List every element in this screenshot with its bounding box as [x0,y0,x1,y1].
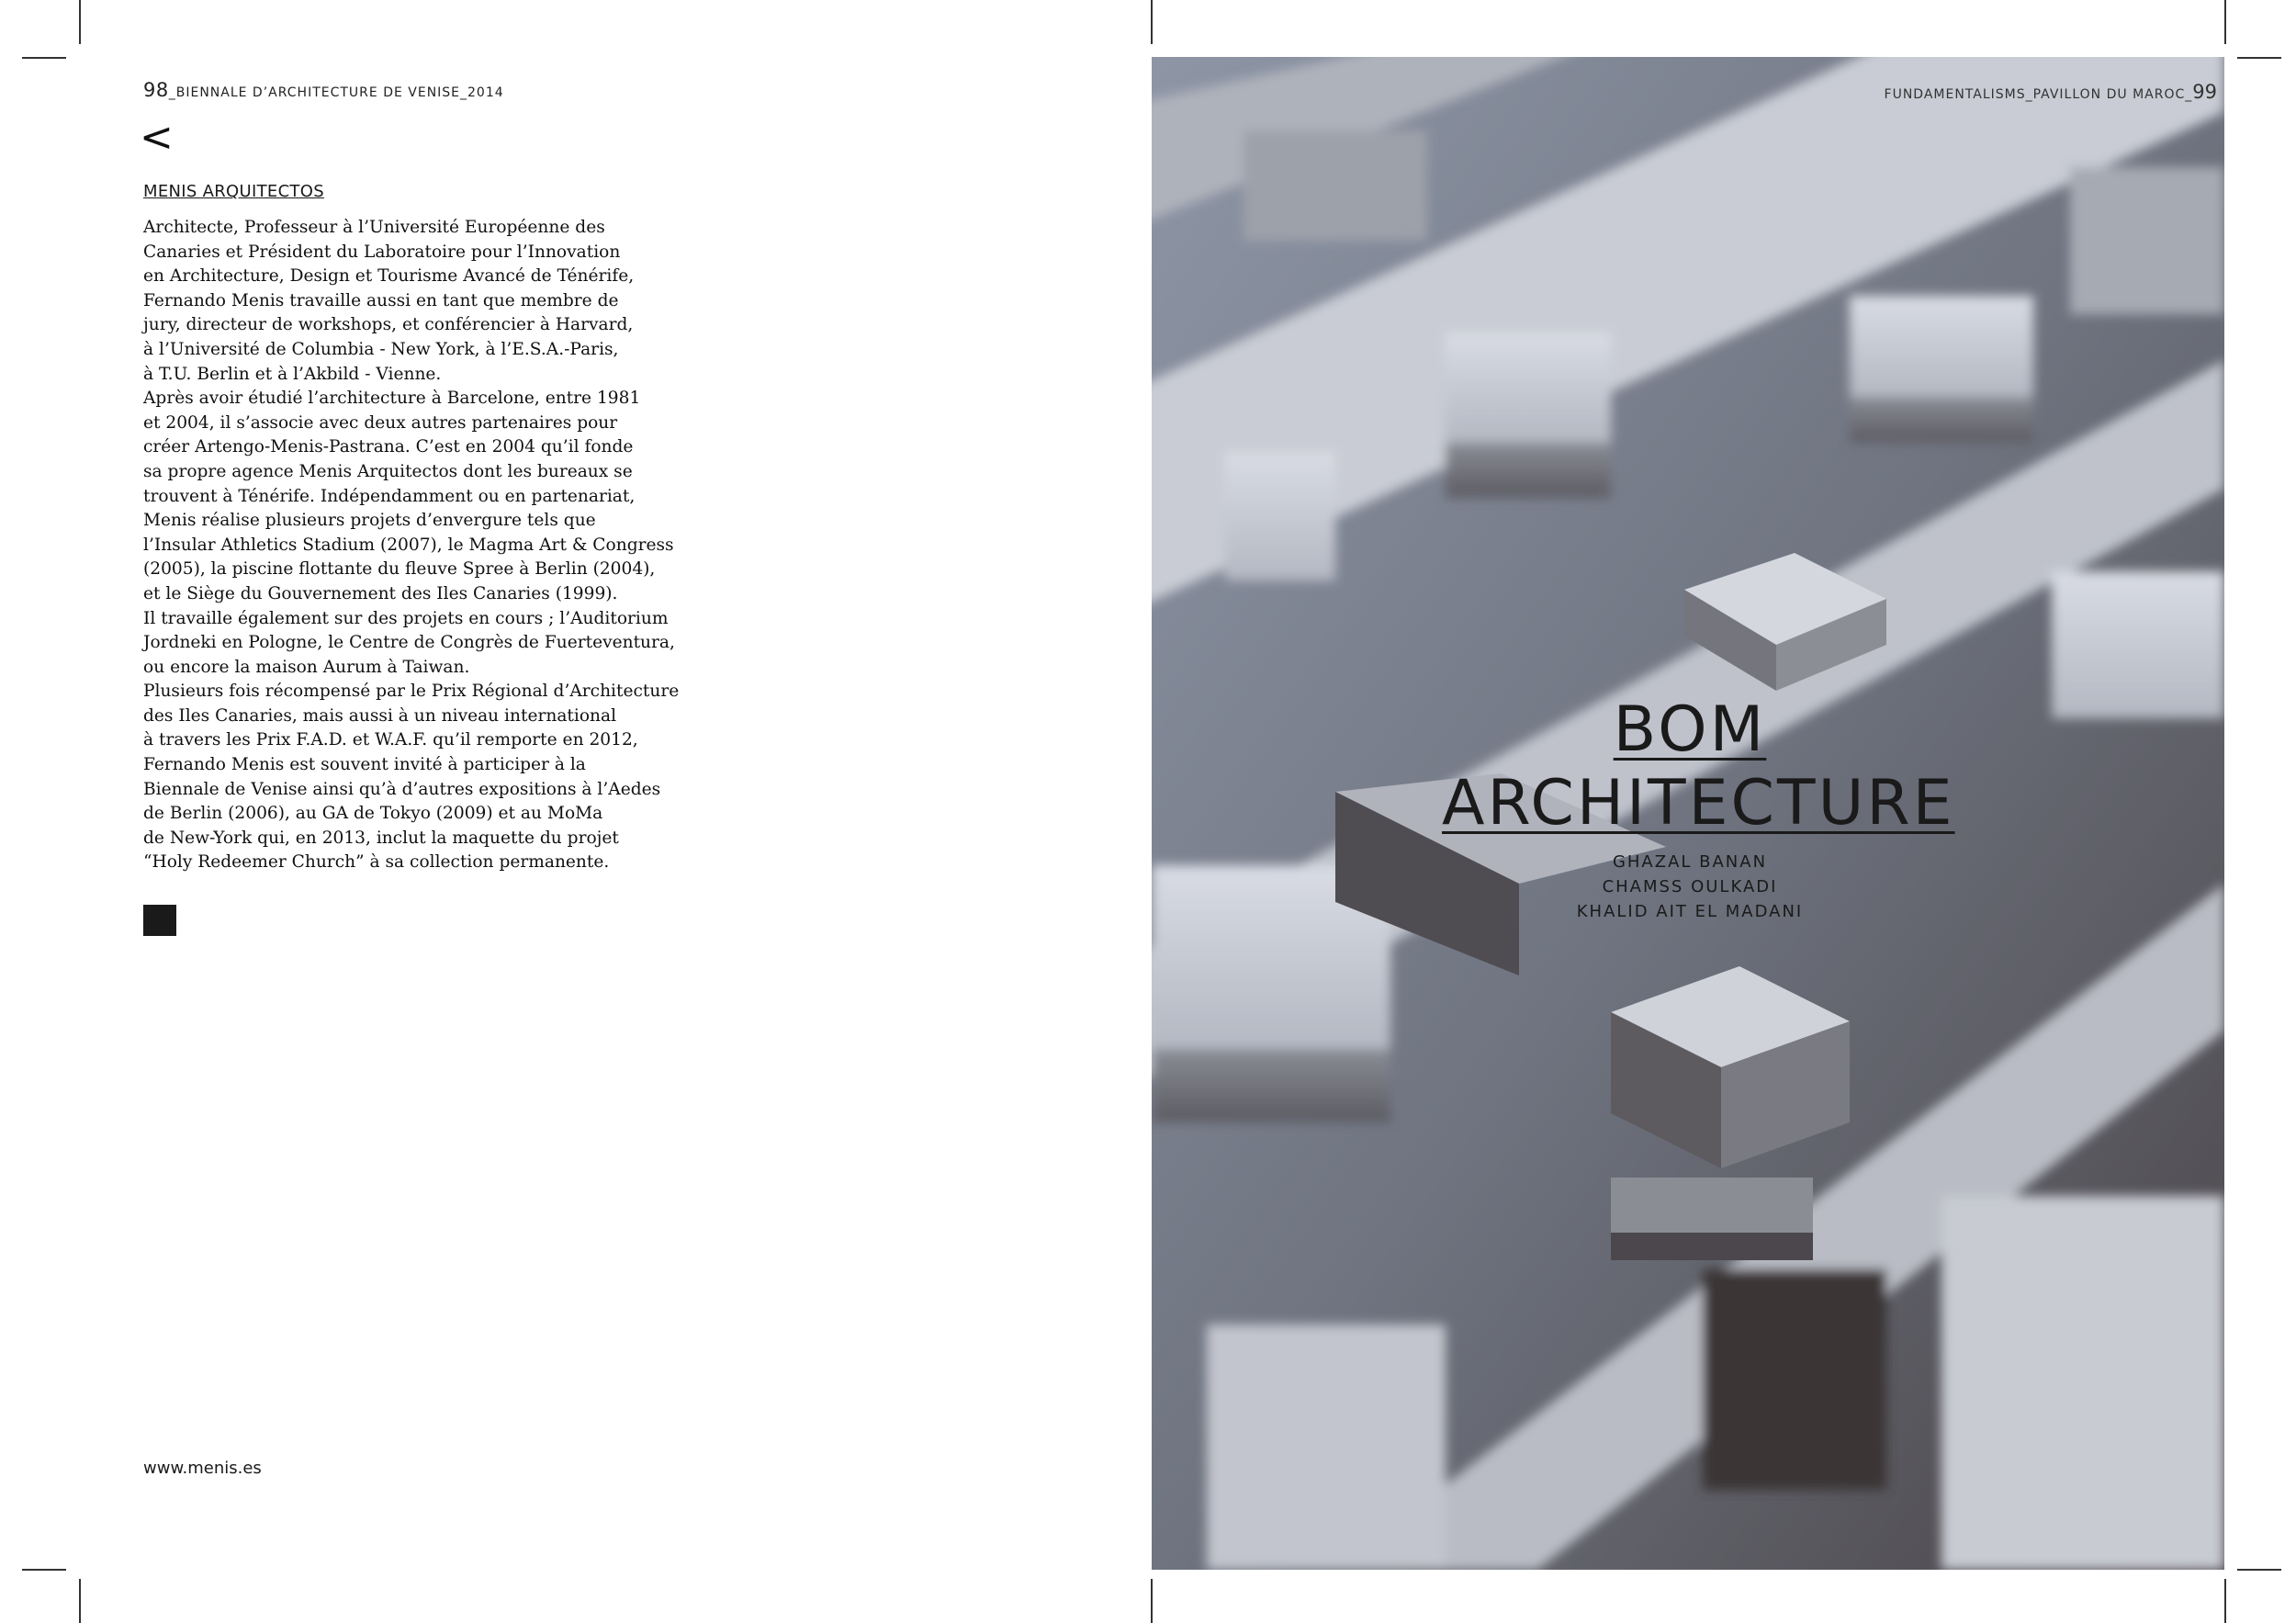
crop-mark [22,57,66,59]
project-title-line-1: BOM [1613,693,1767,766]
bio-line: jury, directeur de workshops, et conférencier à Harvard, [143,315,634,335]
bio-line: à T.U. Berlin et à l’Akbild - Vienne. [143,364,442,384]
crop-mark [79,1579,81,1623]
bio-line: l’Insular Athletics Stadium (2007), le Magma Art & Congress [143,535,674,555]
project-title-line-2: ARCHITECTURE [1442,767,1955,840]
running-header: FUNDAMENTALISMS_PAVILLON DU MAROC_ [1884,87,2193,102]
author-name: GHAZAL BANAN [1612,852,1768,872]
crop-mark [1151,1579,1153,1623]
bio-line: créer Artengo-Menis-Pastrana. C’est en 2004 qu’il fonde [143,437,634,457]
bio-line: Il travaille également sur des projets en cours ; l’Auditorium [143,608,669,628]
bio-line: Plusieurs fois récompensé par le Prix Régional d’Architecture [143,682,680,702]
bio-line: sa propre agence Menis Arquitectos dont les bureaux se [143,461,633,481]
bio-line: à travers les Prix F.A.D. et W.A.F. qu’il remporte en 2012, [143,730,638,750]
bio-line: de Berlin (2006), au GA de Tokyo (2009) et au MoMa [143,804,603,824]
bio-line: Fernando Menis est souvent invité à participer à la [143,755,586,775]
bio-line: Fernando Menis travaille aussi en tant que membre de [143,290,619,310]
bio-line: Menis réalise plusieurs projets d’envergure tels que [143,511,596,531]
bio-line: des Iles Canaries, mais aussi à un niveau international [143,705,617,726]
left-page-header [143,79,504,101]
bio-line: à l’Université de Columbia - New York, à l’E.S.A.-Paris, [143,339,619,359]
project-authors [1442,850,1938,924]
crop-mark [79,0,81,44]
running-header: _BIENNALE D’ARCHITECTURE DE VENISE_2014 [168,85,504,100]
website-link[interactable]: www.menis.es [143,1459,262,1478]
bio-line: (2005), la piscine flottante du fleuve Spree à Berlin (2004), [143,559,656,580]
author-heading: MENIS ARQUITECTOS [143,182,324,201]
bio-line: Après avoir étudié l’architecture à Barcelone, entre 1981 [143,389,641,409]
bio-line: trouvent à Ténérife. Indépendamment ou en partenariat, [143,486,636,506]
back-arrow-icon: < [140,114,174,161]
bio-line: Biennale de Venise ainsi qu’à d’autres expositions à l’Aedes [143,779,661,799]
author-name: KHALID AIT EL MADANI [1576,902,1804,921]
crop-mark [2237,1569,2281,1571]
biography-text [143,216,680,875]
crop-mark [2224,1579,2226,1623]
crop-mark [2237,57,2281,59]
bio-line: de New-York qui, en 2013, inclut la maquette du projet [143,828,619,848]
project-title-block [1442,693,1955,924]
crop-mark [1151,0,1153,44]
page-number: 98 [143,79,169,101]
page-number: 99 [2192,81,2217,103]
author-name: CHAMSS OULKADI [1602,877,1778,896]
crop-mark [2224,0,2226,44]
bio-line: Architecte, Professeur à l’Université Européenne des [143,218,605,237]
crop-mark [22,1569,66,1571]
bio-line: ou encore la maison Aurum à Taiwan. [143,657,470,677]
bio-line: Canaries et Président du Laboratoire pour l’Innovation [143,242,621,262]
bio-line: et le Siège du Gouvernement des Iles Canaries (1999). [143,583,618,603]
bio-line: en Architecture, Design et Tourisme Avancé de Ténérife, [143,266,635,287]
bio-line: “Holy Redeemer Church” à sa collection permanente. [143,852,610,873]
end-mark-square [143,905,176,936]
right-page-header [1885,81,2217,103]
bio-line: et 2004, il s’associe avec deux autres partenaires pour [143,412,618,433]
bio-line: Jordneki en Pologne, le Centre de Congrès de Fuerteventura, [143,633,675,653]
